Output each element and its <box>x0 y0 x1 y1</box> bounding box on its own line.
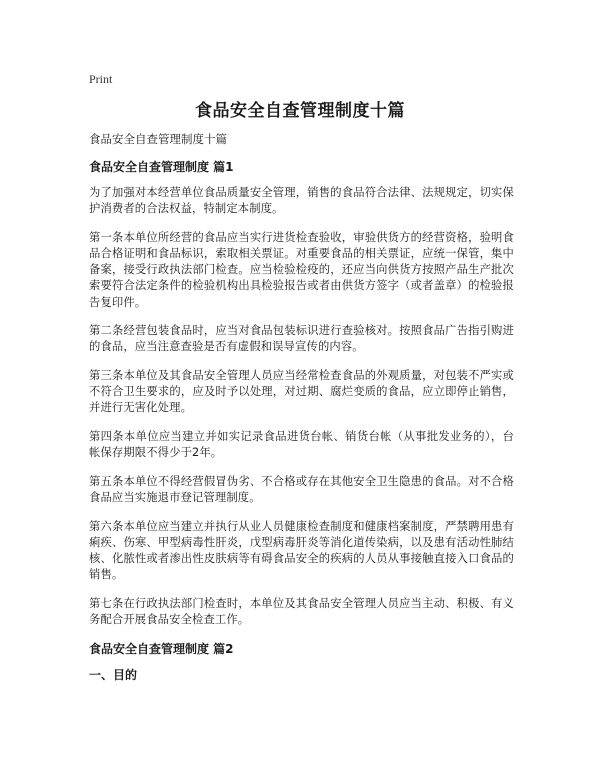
document-body <box>89 131 514 693</box>
section-heading-1: 食品安全自查管理制度 篇1 <box>89 160 234 174</box>
paragraph: 为了加强对本经营单位食品质量安全管理，销售的食品符合法律、法规规定，切实保护消费者的合法权益，特制定本制度。 <box>89 186 514 216</box>
print-link[interactable]: Print <box>89 72 113 86</box>
subheading-purpose: 一、目的 <box>89 667 138 682</box>
paragraph: 第四条本单位应当建立并如实记录食品进货台帐、销货台帐（从事批发业务的），台帐保存期限不得少于2年。 <box>89 430 514 460</box>
document-subtitle: 食品安全自查管理制度十篇 <box>89 132 227 146</box>
paragraph: 第二条经营包装食品时，应当对食品包装标识进行查验核对。按照食品广告指引购进的食品，应当注意查验是否有虚假和误导宣传的内容。 <box>89 324 514 354</box>
paragraph: 第七条在行政执法部门检查时，本单位及其食品安全管理人员应当主动、积极、有义务配合开展食品安全检查工作。 <box>89 596 514 626</box>
paragraph: 第三条本单位及其食品安全管理人员应当经常检查食品的外观质量，对包装不严实或不符合卫生要求的，应及时予以处理，对过期、腐烂变质的食品，应立即停止销售，并进行无害化处理。 <box>89 369 514 415</box>
paragraph: 第一条本单位所经营的食品应当实行进货检查验收，审验供货方的经营资格，验明食品合格证明和食品标识，索取相关票证。对重要食品的相关票证，应统一保管，集中备案，接受行政执法部门检查。应当检验检疫的，还应当向供货方按照产品生产批次索要符合法定条件的检验机构出具检验报告或者由供货方签字（或者盖章）的检验报告复印件。 <box>89 230 514 309</box>
paragraph: 第五条本单位不得经营假冒伪劣、不合格或存在其他安全卫生隐患的食品。对不合格食品应当实施退市登记管理制度。 <box>89 474 514 504</box>
section-heading-2: 食品安全自查管理制度 篇2 <box>89 641 234 656</box>
paragraph: 第六条本单位应当建立并执行从业人员健康检查制度和健康档案制度，严禁聘用患有痢疾、伤寒、甲型病毒性肝炎，戊型病毒肝炎等消化道传染病，以及患有活动性肺结核、化脓性或者渗出性皮肤病等有碍食品安全的疾病的人员从事接触直接入口食品的销售。 <box>89 519 514 582</box>
page-title: 食品安全自查管理制度十篇 <box>195 101 405 121</box>
